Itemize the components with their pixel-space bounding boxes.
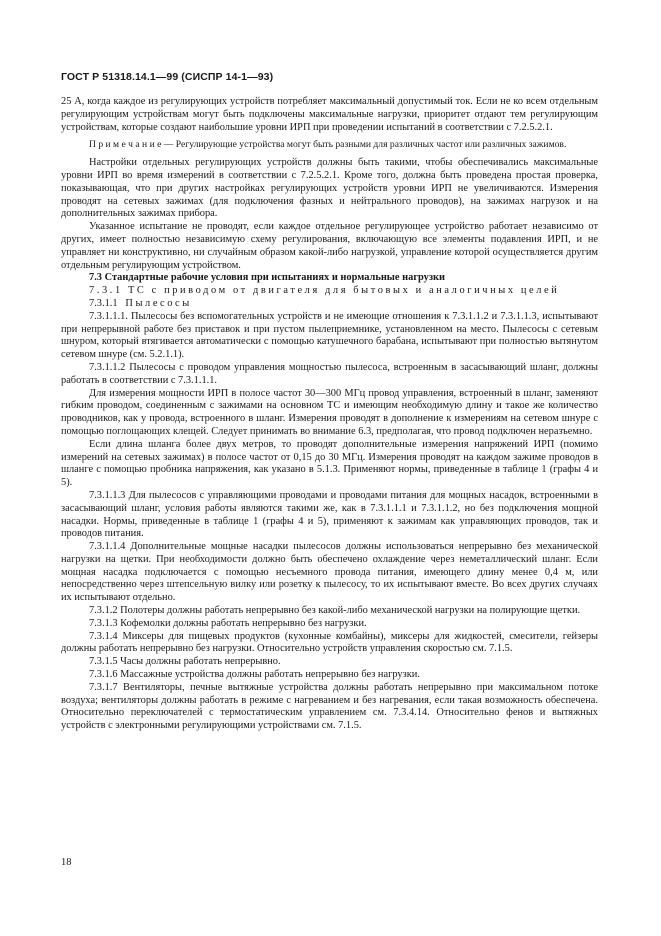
page-number: 18 (61, 857, 72, 868)
section-title: П ы л е с о с ы (125, 297, 190, 309)
page-body (61, 96, 598, 733)
paragraph: 25 А, когда каждое из регулирующих устройств потребляет максимальный допустимый ток. Если не ко всем отдельным регулирующим устройствам могут быть подключены максимальные нагрузки, приоритет отдают тем регулирующим устройствам, которые создают наибольшие уровни ИРП при проведении испытаний в соответствии с 7.2.5.2.1. (61, 96, 598, 133)
paragraph: 7.3.1.4 Миксеры для пищевых продуктов (кухонные комбайны), миксеры для жидкостей, смесители, гейзеры должны работать непрерывно без нагрузки. Относительно устройств управления скоростью см. 7.1.5. (61, 630, 598, 655)
paragraph: 7.3.1.2 Полотеры должны работать непрерывно без какой-либо механической нагрузки на полирующие щетки. (89, 605, 581, 617)
section-heading-7-3: 7.3 Стандартные рабочие условия при испытаниях и нормальные нагрузки (89, 272, 446, 284)
paragraph: Для измерения мощности ИРП в полосе частот 30—300 МГц провод управления, встроенный в шланг, заменяют гибким проводом, соединенным с зажимами на основном ТС и имеющим необходимую длину и такое же количество проводников, как у провода, встроенного в шланг. Измерения проводят в дополнение к измерениям на сетевом шнуре с помощью поглощающих клещей. Следует принимать во внимание 6.3, предполагая, что провод подключен неразъемно. (61, 387, 598, 437)
paragraph: 7.3.1.1.3 Для пылесосов с управляющими проводами и проводами питания для мощных насадок, встроенными в засасывающий шланг, условия работы являются такими же, как в 7.3.1.1.1 и 7.3.1.1.2, но без подключения мощной насадки. Нормы, приведенные в таблице 1 (графы 4 и 5), применяют к зажимам как управляющих проводов, так и проводов питания. (61, 489, 598, 540)
paragraph: 7.3.1.1.4 Дополнительные мощные насадки пылесосов должны использоваться непрерывно без механической нагрузки на щетки. При необходимости должно быть обеспечено охлаждение через неметаллический шланг. Если мощная насадка подключается с помощью несъемного провода питания, имеющего длину менее 0,4 м, или непосредственно через штепсельную вилку или розетку к пылесосу, то их испытывают вместе. Во всех других случаях их испытывают отдельно. (61, 541, 598, 604)
note-text: Регулирующие устройства могут быть разными для различных частот или различных зажимов. (173, 139, 567, 151)
section-number: 7.3.1.1 (89, 297, 118, 309)
paragraph: 7.3.1.1.1. Пылесосы без вспомогательных устройств и не имеющие отношения к 7.3.1.1.2 и 7.3.1.1.3, испытывают при непрерывной работе без приставок и при пустом пылеприемнике, установленном на место. Пылесосы с сетевым шнуром, который втягивается автоматически с помощью катушечного барабана, испытывают при полностью вытянутом сетевом шнуре (см. 5.2.1.1). (61, 310, 598, 361)
section-heading-7-3-1-1 (61, 298, 598, 311)
paragraph: Если длина шланга более двух метров, то проводят дополнительные измерения напряжений ИРП (помимо измерений на сетевых зажимах) в полосе частот от 0,15 до 30 МГц. Измерения проводят на каждом зажиме проводов в шланге с помощью пробника напряжения, как указано в 5.1.3. Применяют нормы, приведенные в таблице 1 (графы 4 и 5). (61, 438, 598, 489)
paragraph: 7.3.1.6 Массажные устройства должны работать непрерывно без нагрузки. (89, 669, 420, 681)
note (61, 139, 598, 152)
paragraph: Указанное испытание не проводят, если каждое отдельное регулирующее устройство работает независимо от других, имеет полностью независимую схему регулирования, включающую все элементы подавления ИРП, и не управляет ни конструктивно, ни случайным образом какой-либо нагрузкой, управление которой осуществляется другим отдельным регулирующим устройством. (61, 221, 598, 271)
paragraph: Настройки отдельных регулирующих устройств должны быть такими, чтобы обеспечивались максимальные уровни ИРП во время измерений в соответствии с 7.2.5.2.1. Кроме того, должна быть проведена простая проверка, показывающая, что при других настройках регулирующих устройств уровни ИРП не увеличиваются. Измерения проводят на сетевых зажимах (для подключения фазных и нейтрального проводов), на зажимах нагрузок и на дополнительных зажимах прибора. (61, 157, 598, 220)
paragraph: 7.3.1.5 Часы должны работать непрерывно. (89, 656, 281, 668)
note-label: П р и м е ч а н и е — (89, 139, 174, 151)
paragraph: 7.3.1.7 Вентиляторы, печные вытяжные устройства должны работать непрерывно при максимальном потоке воздуха; вентиляторы должны работать в режиме с нагреванием и без нагревания, если такая возможность обеспечена. Относительно переключателей с термостатическим управлением см. 7.3.4.14. Относительно фенов и вытяжных устройств с электронными регулирующими устройствами см. 7.1.5. (61, 681, 598, 732)
section-heading-7-3-1: 7.3.1 ТС с приводом от двигателя для бытовых и аналогичных целей (89, 285, 560, 297)
paragraph: 7.3.1.3 Кофемолки должны работать непрерывно без нагрузки. (89, 617, 367, 629)
paragraph: 7.3.1.1.2 Пылесосы с проводом управления мощностью пылесоса, встроенным в засасывающий шланг, должны работать в соответствии с 7.3.1.1.1. (61, 361, 598, 386)
standard-header: ГОСТ Р 51318.14.1—99 (СИСПР 14-1—93) (61, 71, 274, 83)
